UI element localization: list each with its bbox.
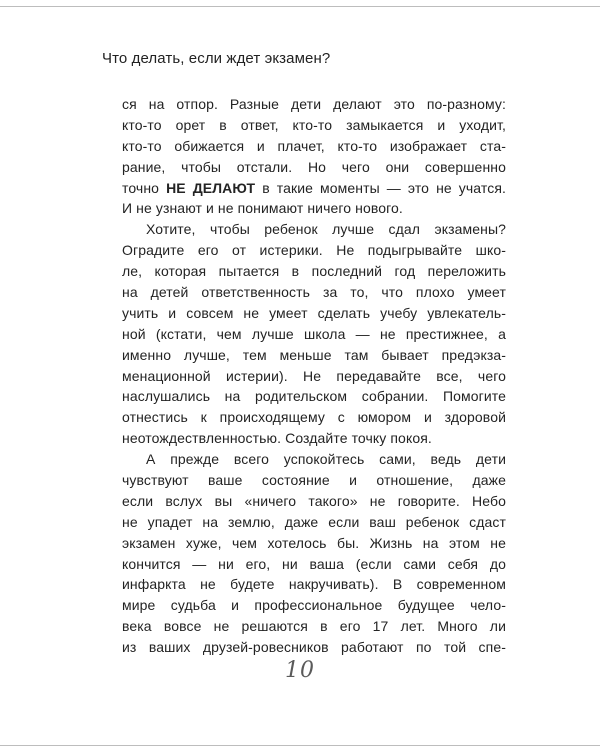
text-line: из ваших друзей-ровесников работают по той спе- xyxy=(122,639,506,656)
text-line: отнестись к происходящему с юмором и здоровой xyxy=(122,409,506,426)
text-line: менационной истерии). Не передавайте все, чего xyxy=(122,367,506,384)
text-segment: точно xyxy=(122,179,167,196)
text-line: инфаркта не будете накручивать). В современном xyxy=(122,576,506,593)
text-line: И не узнают и не понимают ничего нового. xyxy=(122,200,403,217)
text-line: именно лучше, тем меньше там бывает предэкза- xyxy=(122,346,506,363)
text-line: мире судьба и профессиональное будущее чело- xyxy=(122,597,506,614)
text-line: ся на отпор. Разные дети делают это по-разному: xyxy=(122,96,506,112)
text-line: кто-то орет в ответ, кто-то замыкается и уходит, xyxy=(122,116,506,133)
text-line xyxy=(122,178,506,199)
text-line: не упадет на землю, даже если ваш ребенок сдаст xyxy=(122,513,506,530)
text-line: века вовсе не решаются в его 17 лет. Много ли xyxy=(122,618,506,635)
text-line: Оградите его от истерики. Не подыгрывайте шко- xyxy=(122,242,506,259)
text-line: А прежде всего успокойтесь сами, ведь дети xyxy=(146,451,506,468)
text-line: наслушались на родительском собрании. Помогите xyxy=(122,388,506,405)
text-line: ной (кстати, чем лучше школа — не престижнее, а xyxy=(122,325,506,342)
text-segment: в такие моменты — это не учатся. xyxy=(255,179,506,196)
top-edge-line xyxy=(0,6,600,7)
text-line: кто-то обижается и плачет, кто-то изображает ста- xyxy=(122,137,506,154)
text-line: экзамен хуже, чем хотелось бы. Жизнь на этом не xyxy=(122,534,506,551)
text-line: кончится — ни его, ни ваша (если сами себя до xyxy=(122,555,506,572)
bottom-edge-line xyxy=(0,745,600,746)
text-line: учить и совсем не умеет сделать учебу увлекатель- xyxy=(122,304,506,321)
text-line: неотождествленностью. Создайте точку покоя. xyxy=(122,430,432,447)
running-head: Что делать, если ждет экзамен? xyxy=(102,50,331,67)
text-line: Хотите, чтобы ребенок лучше сдал экзамены? xyxy=(146,221,506,238)
body-text xyxy=(122,94,506,658)
page-number: 10 xyxy=(285,658,315,683)
text-line: если вслух вы «ничего такого» не говорите. Небо xyxy=(122,492,506,509)
text-line: на детей ответственность за то, что плохо умеет xyxy=(122,284,506,301)
text-line: рание, чтобы отстали. Но чего они совершенно xyxy=(122,158,506,175)
text-line: ле, которая пытается в последний год переложить xyxy=(122,263,506,280)
text-line: чувствуют ваше состояние и отношение, даже xyxy=(122,472,506,489)
bold-emphasis: НЕ ДЕЛАЮТ xyxy=(166,179,256,196)
